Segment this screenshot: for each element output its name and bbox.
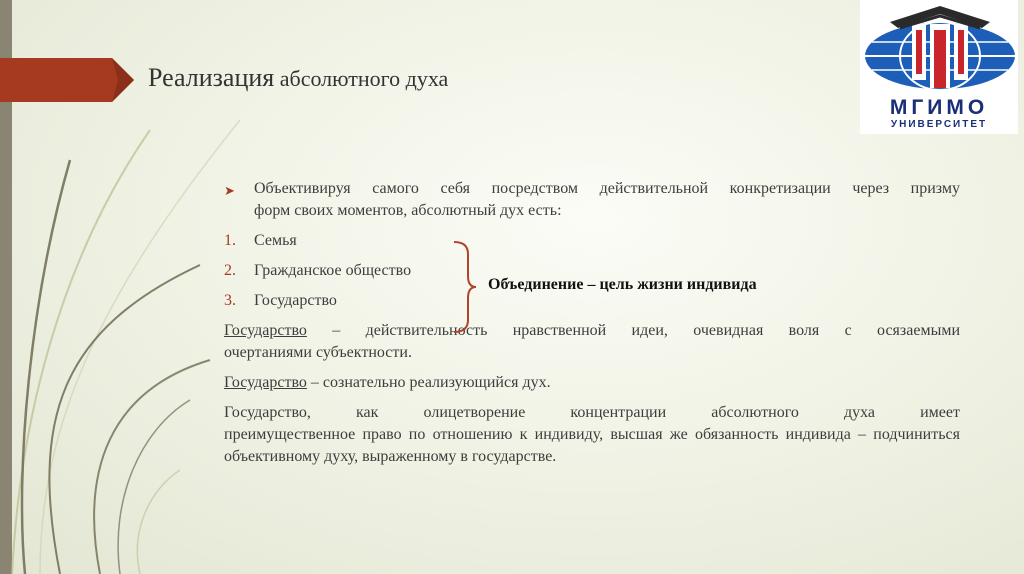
mgimo-logo	[860, 0, 1018, 134]
priority-line-1: Государство, как олицетворение концентрации абсолютного духа имеет	[224, 404, 960, 421]
list-number: 3.	[224, 292, 236, 309]
list-item-label: Гражданское общество	[254, 262, 412, 279]
intro-line-1: Объективируя самого себя посредством действительной конкретизации через призму	[254, 180, 960, 197]
slide-title: Реализация абсолютного духа	[148, 63, 449, 92]
list-item-label: Государство	[254, 292, 337, 309]
state-term: Государство	[224, 374, 307, 391]
state-definition-line-2: очертаниями субъектности.	[224, 344, 412, 361]
state-spirit-paragraph: Государство – сознательно реализующийся дух.	[224, 374, 551, 391]
list-item-label: Семья	[254, 232, 297, 249]
logo-name: МГИМО	[889, 96, 989, 119]
state-term: Государство	[224, 322, 307, 339]
state-priority-paragraph	[224, 402, 960, 468]
list-number: 2.	[224, 262, 236, 279]
right-brace-icon	[448, 240, 478, 334]
globe-emblem	[860, 0, 1018, 96]
title-arrow-banner	[0, 58, 140, 102]
priority-rest: преимущественное право по отношению к индивиду, высшая же обязанность индивида – подчиниться объективному духу, выраженному в государстве.	[224, 426, 960, 465]
logo-subtitle: УНИВЕРСИТЕТ	[890, 119, 988, 130]
unification-label: Объединение – цель жизни индивида	[488, 276, 757, 293]
intro-line-2: форм своих моментов, абсолютный дух есть:	[254, 202, 562, 219]
intro-bullet	[224, 178, 960, 222]
slide-body	[224, 178, 960, 476]
list-number: 1.	[224, 232, 236, 249]
list-item-family	[224, 230, 960, 252]
bullet-arrow-icon: ➤	[224, 183, 235, 198]
state-definition-paragraph: Государство – действительность нравственной идеи, очевидная воля с осязаемыми очертаниями субъектности.	[224, 320, 960, 364]
